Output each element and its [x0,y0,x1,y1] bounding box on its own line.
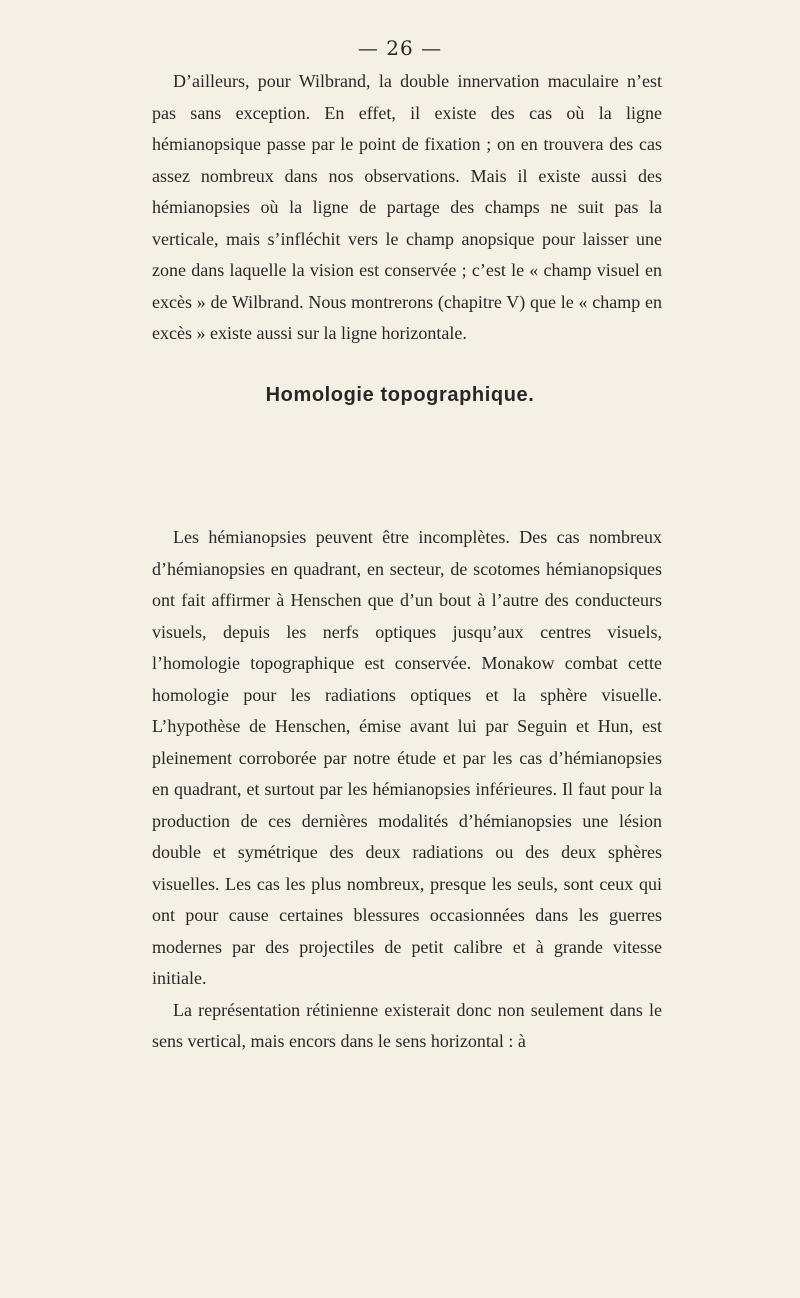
paragraph-wilbrand: D’ailleurs, pour Wilbrand, la double innervation maculaire n’est pas sans exception. En effet, il existe des cas où la ligne hémianopsique passe par le point de fixation ; on en trouvera des cas assez nombreux dans nos observations. Mais il existe aussi des hémianopsies où la ligne de partage des champs ne suit pas la verticale, mais s’infléchit vers le champ anopsique pour laisser une zone dans laquelle la vision est conservée ; c’est le « champ visuel en excès » de Wilbrand. Nous montrerons (chapitre V) que le « champ en excès » existe aussi sur la ligne horizontale. [152,71,662,343]
paragraph-homologie: Les hémianopsies peuvent être incomplètes. Des cas nombreux d’hémianopsies en quadrant, en secteur, de scotomes hémianopsiques ont fait affirmer à Henschen que d’un bout à l’autre des conducteurs visuels, depuis les nerfs optiques jusqu’aux centres visuels, l’homologie topographique est conservée. Monakow combat cette homologie pour les radiations optiques et la sphère visuelle. L’hypothèse de Henschen, émise avant lui par Seguin et Hun, est pleinement corroborée par notre étude et par les cas d’hémianopsies en quadrant, et surtout par les hémianopsies inférieures. Il faut pour la production de ces dernières modalités d’hémianopsies une lésion double et symétrique des deux radiations ou des deux sphères visuelles. Les cas les plus nombreux, presque les seuls, sont ceux qui ont pour cause certaines blessures occasionnées dans les guerres modernes par des projectiles de petit calibre et à grande vitesse initiale. [152,527,662,988]
section-heading: Homologie topographique. [265,384,535,406]
text-block-intro [152,66,662,350]
page-number: — 26 — [357,36,443,60]
paragraph-representation: La représentation rétinienne existerait donc non seulement dans le sens vertical, mais encors dans le sens horizontal : à [152,999,662,1051]
text-block-section [152,522,662,1058]
